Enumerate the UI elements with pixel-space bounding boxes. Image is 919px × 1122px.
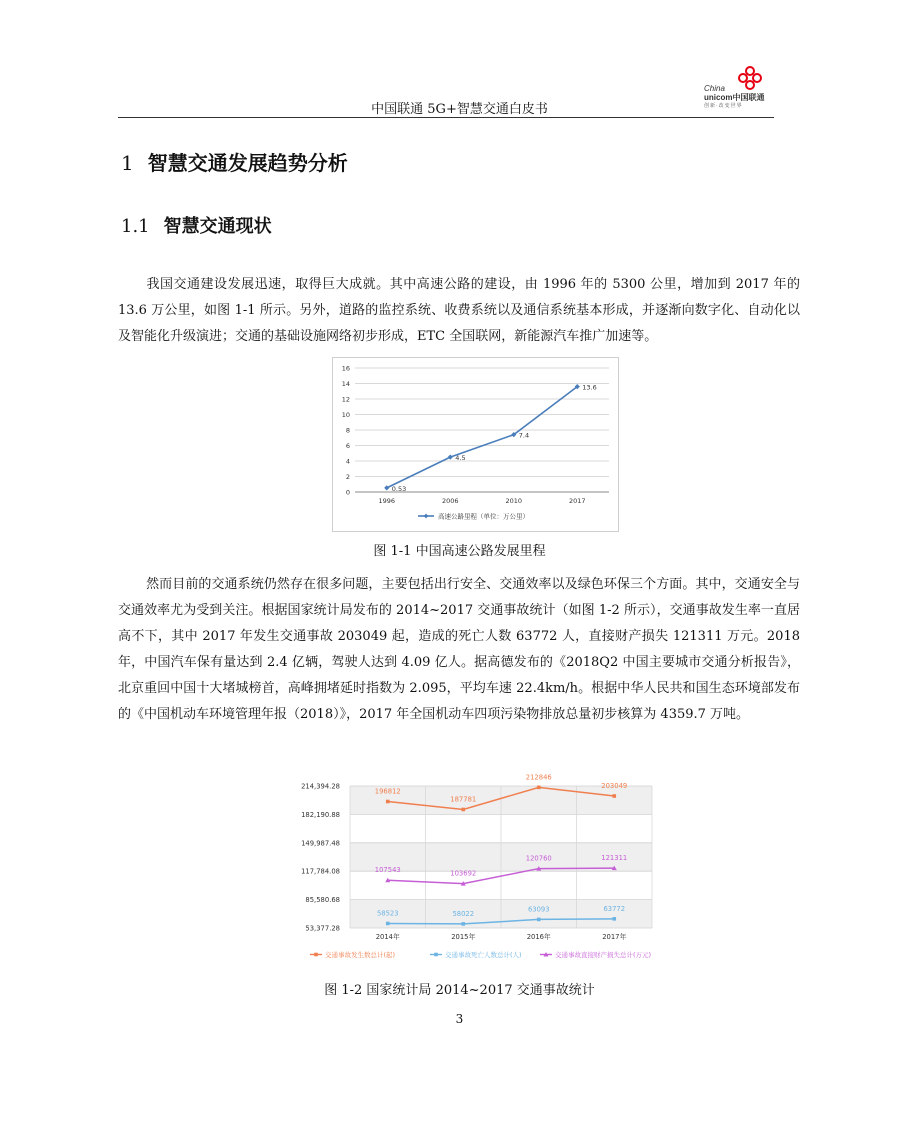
data-label: 58022 <box>452 909 475 918</box>
legend-label: 交通事故发生数总计(起) <box>325 951 396 959</box>
data-label: 63093 <box>527 905 550 914</box>
china-unicom-logo <box>704 66 784 110</box>
figure-2-caption: 图 1-2 国家统计局 2014~2017 交通事故统计 <box>324 983 595 998</box>
data-label: 107543 <box>374 866 401 875</box>
data-label: 120760 <box>525 854 552 863</box>
subsection-title: 智慧交通现状 <box>163 216 272 237</box>
data-point <box>537 786 541 790</box>
y-tick-label: 6 <box>345 442 350 450</box>
data-label: 7.4 <box>518 431 530 440</box>
highway-mileage-chart <box>333 358 618 531</box>
data-label: 4.5 <box>455 454 466 463</box>
y-tick-label: 182,190.88 <box>301 810 340 819</box>
y-tick-label: 2 <box>345 473 350 481</box>
y-tick-label: 85,580.68 <box>305 896 340 905</box>
figure-1-chart <box>332 357 619 532</box>
y-tick-label: 149,987.48 <box>301 839 340 848</box>
legend-label: 交通事故死亡人数总计(人) <box>445 951 522 959</box>
y-tick-label: 117,784.08 <box>301 867 340 876</box>
legend-label: 交通事故直接财产损失总计(万元) <box>555 951 652 959</box>
data-point <box>612 917 616 921</box>
y-tick-label: 0 <box>345 488 350 497</box>
section-title: 智慧交通发展趋势分析 <box>147 151 348 175</box>
x-tick-label: 2017年 <box>602 933 627 941</box>
unicom-knot-icon <box>736 66 764 90</box>
y-tick-label: 4 <box>345 457 350 466</box>
x-tick-label: 2017 <box>568 497 586 505</box>
logo-slogan: 创新·改变世界 <box>704 103 743 109</box>
y-tick-label: 53,377.28 <box>305 924 340 933</box>
data-label: 196812 <box>374 787 401 796</box>
data-point <box>461 808 465 812</box>
figure-2-chart <box>280 770 670 965</box>
paragraph-1-text: 我国交通建设发展迅速，取得巨大成就。其中高速公路的建设，由 1996 年的 5300 公里，增加到 2017 年的 13.6 万公里，如图 1-1 所示。另外，道路的监控系统、收费系统以及通信系统基本形成，并逐渐向数字化、自动化以及智能化升级演进；交通的基础设施网络初步形成，ETC 全国联网，新能源汽车推广加速等。 <box>118 277 800 344</box>
y-tick-label: 14 <box>341 380 350 388</box>
data-point <box>384 485 389 490</box>
section-number: 1 <box>121 151 134 175</box>
running-header: 中国联通 5G+智慧交通白皮书 <box>371 102 548 117</box>
data-label: 103692 <box>450 869 477 878</box>
paragraph-2-text: 然而目前的交通系统仍然存在很多问题，主要包括出行安全、交通效率以及绿色环保三个方面。其中，交通安全与交通效率尤为受到关注。根据国家统计局发布的 2014~2017 交通事故统计（如图 1-2 所示），交通事故发生率一直居高不下，其中 2017 年发生交通事故 203049 起，造成的死亡人数 63772 人，直接财产损失 121311 万元。2018 年，中国汽车保有量达到 2.4 亿辆，驾驶人达到 4.09 亿人。据高德发布的《2018Q2 中国主要城市交通分析报告》，北京重回中国十大堵城榜首，高峰拥堵延时指数为 2.095，平均车速 22.4km/h。根据中华人民共和国生态环境部发布的《中国机动车环境管理年报（2018）》，2017 年全国机动车四项污染物排放总量初步核算为 4359.7 万吨。 <box>118 577 800 722</box>
legend-marker <box>434 953 438 957</box>
data-label: 121311 <box>601 854 628 863</box>
page-number: 3 <box>455 1012 464 1026</box>
logo-text-en: China <box>704 84 725 93</box>
legend-marker <box>314 953 318 957</box>
body-paragraph-2 <box>118 572 800 728</box>
data-label: 212846 <box>525 773 552 782</box>
x-tick-label: 2006 <box>441 497 459 505</box>
x-tick-label: 2014年 <box>375 933 400 941</box>
data-label: 13.6 <box>582 383 597 392</box>
data-point <box>386 800 390 804</box>
section-heading <box>121 147 348 176</box>
y-tick-label: 12 <box>341 395 350 404</box>
legend-label: 高速公路里程（单位：万公里） <box>438 512 529 521</box>
y-tick-label: 16 <box>341 364 350 373</box>
data-point <box>537 918 541 922</box>
data-label: 187781 <box>450 795 477 804</box>
body-paragraph-1 <box>118 272 800 350</box>
header-rule <box>118 117 774 118</box>
data-point <box>461 922 465 926</box>
subsection-heading <box>121 212 272 238</box>
subsection-number: 1.1 <box>121 216 150 237</box>
y-tick-label: 8 <box>345 426 350 435</box>
x-tick-label: 2015年 <box>451 933 476 941</box>
series-line <box>387 387 578 488</box>
data-label: 0.53 <box>391 484 407 493</box>
data-point <box>448 455 453 460</box>
data-label: 63772 <box>603 904 626 913</box>
y-tick-label: 214,394.28 <box>301 782 340 791</box>
figure-1-caption: 图 1-1 中国高速公路发展里程 <box>373 544 546 559</box>
data-point <box>612 794 616 798</box>
data-point <box>386 922 390 926</box>
data-label: 203049 <box>601 782 628 791</box>
x-tick-label: 2010 <box>505 497 523 505</box>
legend-marker <box>424 514 429 519</box>
x-tick-label: 2016年 <box>526 933 551 941</box>
logo-text-brand: unicom中国联通 <box>704 93 765 102</box>
data-label: 58523 <box>376 909 399 918</box>
y-tick-label: 10 <box>341 411 350 419</box>
x-tick-label: 1996 <box>378 497 396 505</box>
traffic-accident-chart <box>280 770 670 965</box>
